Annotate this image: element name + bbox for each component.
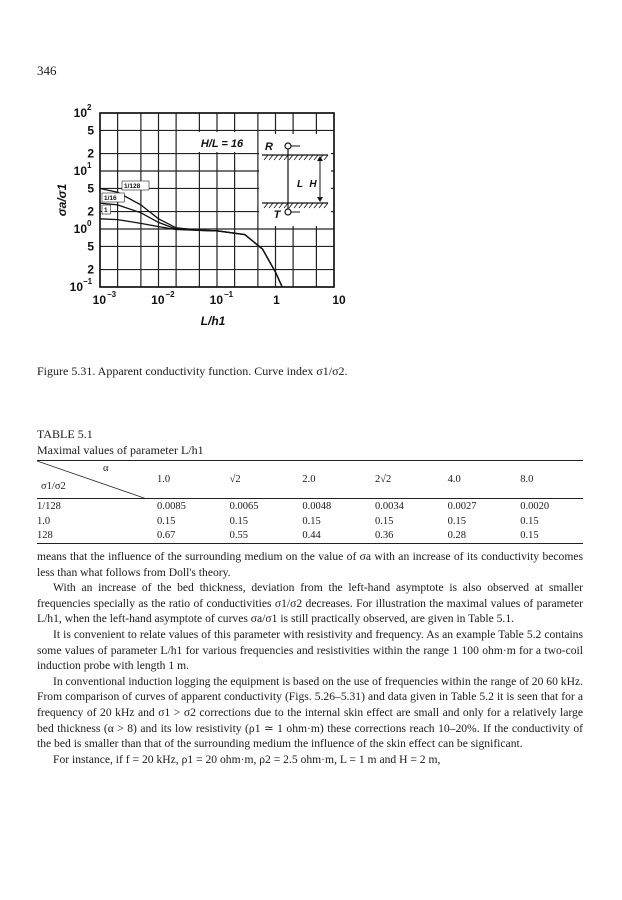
curve-label: 1 xyxy=(104,207,108,214)
table-corner-cell xyxy=(37,461,147,499)
paragraph: means that the influence of the surrounding medium on the value of σa with an increase of its conductivity becomes less than what follows from Doll's theory. xyxy=(37,550,583,579)
inset-r-label: R xyxy=(265,141,273,153)
table-cell: 0.15 xyxy=(520,515,539,527)
y-tick-exponent: 2 xyxy=(87,103,92,112)
table-header-row xyxy=(37,461,583,499)
column-header: 2√2 xyxy=(365,461,438,499)
table-cell: 0.15 xyxy=(157,515,176,527)
y-tick-label: 10 xyxy=(69,280,83,294)
table-row xyxy=(37,529,583,544)
table-cell: 0.0034 xyxy=(374,500,404,512)
table-cell: 0.15 xyxy=(302,515,321,527)
row-label: 1/128 xyxy=(37,500,61,512)
table-row xyxy=(37,514,583,529)
curve-series xyxy=(100,203,282,287)
paragraph: In conventional induction logging the equipment is based on the use of frequencies within the range of 20 60 kHz. From comparison of curves of apparent conductivity (Figs. 5.26–5.31) and data given in Table 5.2 it is seen that for a frequency of 20 kHz and σ1 > σ2 corrections due to the internal skin effect are small and only for a relatively large bed thickness (α > 8) and its low resistivity (ρ1 ≃ 1 ohm·m) these corrections reach 10–20%. If the conductivity of the bed is smaller than that of the surrounding medium the influence of the skin effect can be significant. xyxy=(37,674,583,751)
data-table xyxy=(37,460,583,544)
x-tick-exponent: −2 xyxy=(165,290,175,299)
curve-series xyxy=(100,189,282,288)
y-tick-label: 10 xyxy=(73,106,87,120)
x-tick-label: 10 xyxy=(151,293,165,307)
body-text xyxy=(37,549,583,767)
table-cell: 0.0085 xyxy=(157,500,186,512)
x-axis-label: L/h1 xyxy=(200,314,226,328)
receiver-coil-icon xyxy=(285,143,291,149)
y-tick-label: 5 xyxy=(87,181,94,196)
y-axis-label: σa/σ1 xyxy=(55,183,69,217)
y-tick-label: 10 xyxy=(73,164,87,178)
row-label: 128 xyxy=(37,530,53,542)
column-header: 4.0 xyxy=(438,461,511,499)
y-tick-label: 2 xyxy=(87,204,94,219)
table-cell: 0.15 xyxy=(374,515,394,527)
x-tick-label: 10 xyxy=(209,293,223,307)
table-cell: 0.36 xyxy=(374,530,394,542)
corner-diagonal xyxy=(37,461,147,499)
transmitter-coil-icon xyxy=(285,209,291,215)
table-cell: 0.0027 xyxy=(447,500,477,512)
x-tick-label: 10 xyxy=(332,293,346,307)
y-tick-exponent: 1 xyxy=(87,161,92,170)
y-tick-label: 5 xyxy=(87,239,94,254)
table-cell: 0.15 xyxy=(229,515,249,527)
x-tick-exponent: −3 xyxy=(107,290,117,299)
x-tick-exponent: −1 xyxy=(224,290,234,299)
page-number: 346 xyxy=(37,63,57,78)
column-header: 2.0 xyxy=(292,461,365,499)
table-cell: 0.15 xyxy=(447,515,466,527)
table-row xyxy=(37,499,583,514)
paragraph: It is convenient to relate values of this parameter with resistivity and frequency. As an example Table 5.2 contains some values of parameter L/h1 for various frequencies and resistivities within the range 1 100 ohm·m for a two-coil induction probe with length 1 m. xyxy=(37,627,583,673)
curve-label: 1/16 xyxy=(104,195,117,202)
y-tick-label: 2 xyxy=(87,262,94,277)
table-cell: 0.0065 xyxy=(229,500,259,512)
corner-top-label: α xyxy=(103,463,109,474)
conductivity-chart xyxy=(0,0,622,340)
figure-caption: Figure 5.31. Apparent conductivity function. Curve index σ1/σ2. xyxy=(37,364,348,378)
y-tick-label: 5 xyxy=(87,123,94,138)
table-cell: 0.44 xyxy=(302,530,321,542)
table-cell: 0.55 xyxy=(229,530,249,542)
column-header: 1.0 xyxy=(147,461,220,499)
y-tick-exponent: 0 xyxy=(87,219,92,228)
paragraph: For instance, if f = 20 kHz, ρ1 = 20 ohm·m, ρ2 = 2.5 ohm·m, L = 1 m and H = 2 m, xyxy=(53,752,441,766)
column-header: √2 xyxy=(220,461,293,499)
hl-annotation: H/L = 16 xyxy=(200,138,244,150)
inset-l-label: L xyxy=(296,179,304,190)
column-header: 8.0 xyxy=(510,461,583,499)
table-title: TABLE 5.1 xyxy=(37,427,93,441)
table-cell: 0.0048 xyxy=(302,500,332,512)
corner-bottom-label: σ1/σ2 xyxy=(41,481,66,492)
row-label: 1.0 xyxy=(37,515,51,527)
table-cell: 0.67 xyxy=(157,530,176,542)
table-cell: 0.0020 xyxy=(520,500,550,512)
x-tick-label: 10 xyxy=(92,293,106,307)
table-subtitle: Maximal values of parameter L/h1 xyxy=(37,443,204,457)
x-tick-label: 1 xyxy=(273,293,280,307)
table-cell: 0.15 xyxy=(520,530,539,542)
table-cell: 0.28 xyxy=(447,530,466,542)
inset-t-label: T xyxy=(273,209,281,221)
figure xyxy=(0,0,622,340)
curve-label: 1/128 xyxy=(124,183,141,190)
paragraph: With an increase of the bed thickness, deviation from the left-hand asymptote is also observed at smaller frequencies specially as the ratio of conductivities σ1/σ2 decreases. For illustration the maximal values of parameter L/h1, when the left-hand asymptote of curves σa/σ1 is still practically observed, are given in Table 5.1. xyxy=(37,581,583,626)
y-tick-label: 2 xyxy=(87,146,94,161)
y-tick-exponent: −1 xyxy=(83,277,93,286)
inset-h-label: H xyxy=(309,179,317,190)
y-tick-label: 10 xyxy=(73,222,87,236)
